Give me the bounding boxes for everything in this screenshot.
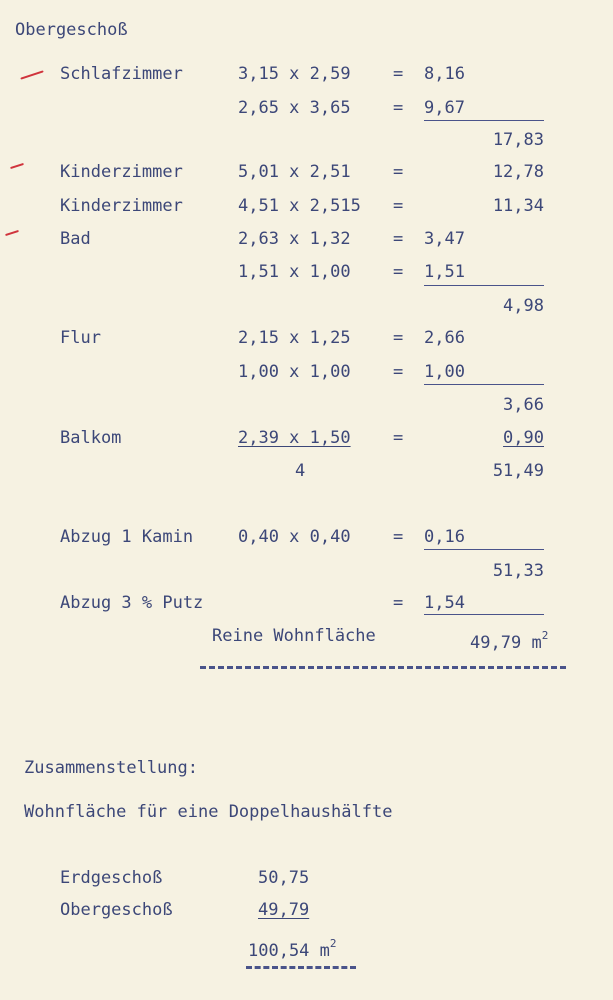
equals-sign: = <box>393 527 404 547</box>
result: 0,90 <box>503 428 544 448</box>
check-mark <box>10 163 24 169</box>
deduction-label: Abzug 3 % Putz <box>60 593 204 613</box>
equals-sign: = <box>393 362 404 382</box>
net-area-number: 49,79 <box>470 633 522 653</box>
equals-sign: = <box>393 593 404 613</box>
sum-line <box>424 120 544 121</box>
result: 11,34 <box>492 196 544 216</box>
result: 3,47 <box>424 229 465 249</box>
net-area-value <box>470 626 548 653</box>
calculation: 2,39 x 1,50 <box>238 428 351 448</box>
subtotal: 51,33 <box>492 561 544 581</box>
summary-title: Zusammenstellung: <box>24 758 198 778</box>
sum-line <box>424 384 544 385</box>
sum-line <box>424 614 544 615</box>
room-label: Bad <box>60 229 91 249</box>
room-label: Kinderzimmer <box>60 162 183 182</box>
room-sum: 17,83 <box>492 130 544 150</box>
result: 9,67 <box>424 98 465 118</box>
calculation: 3,15 x 2,59 <box>238 64 351 84</box>
room-label: Flur <box>60 328 101 348</box>
result: 8,16 <box>424 64 465 84</box>
equals-sign: = <box>393 64 404 84</box>
result: 12,78 <box>492 162 544 182</box>
result: 0,16 <box>424 527 465 547</box>
equals-sign: = <box>393 196 404 216</box>
sum-line <box>424 549 544 550</box>
equals-sign: = <box>393 98 404 118</box>
double-underline <box>200 666 566 669</box>
summary-subtitle: Wohnfläche für eine Doppelhaushälfte <box>24 802 393 822</box>
equals-sign: = <box>393 428 404 448</box>
calculation: 1,51 x 1,00 <box>238 262 351 282</box>
total-number: 100,54 <box>248 941 310 961</box>
total-area <box>248 934 337 961</box>
result: 1,54 <box>424 593 465 613</box>
calculation: 2,15 x 1,25 <box>238 328 351 348</box>
unit: m <box>319 941 330 961</box>
sum-line <box>424 285 544 286</box>
result: 1,00 <box>424 362 465 382</box>
room-label: Balkom <box>60 428 122 448</box>
double-underline <box>246 966 356 969</box>
unit: m <box>531 633 542 653</box>
exponent: 2 <box>329 937 337 950</box>
calculation: 2,63 x 1,32 <box>238 229 351 249</box>
divisor: 4 <box>295 461 306 481</box>
equals-sign: = <box>393 262 404 282</box>
equals-sign: = <box>393 162 404 182</box>
equals-sign: = <box>393 328 404 348</box>
result: 2,66 <box>424 328 465 348</box>
floor-label: Erdgeschoß <box>60 868 163 888</box>
exponent: 2 <box>541 629 549 642</box>
deduction-label: Abzug 1 Kamin <box>60 527 194 547</box>
calculation: 0,40 x 0,40 <box>238 527 351 547</box>
floor-heading: Obergeschoß <box>15 20 128 40</box>
calculation: 2,65 x 3,65 <box>238 98 351 118</box>
total: 51,49 <box>492 461 544 481</box>
calculation: 4,51 x 2,515 <box>238 196 361 216</box>
room-label: Kinderzimmer <box>60 196 183 216</box>
check-mark <box>20 70 43 79</box>
room-sum: 3,66 <box>503 395 544 415</box>
calculation: 1,00 x 1,00 <box>238 362 351 382</box>
floor-value: 49,79 <box>258 900 310 920</box>
check-mark <box>5 230 19 236</box>
calculation: 5,01 x 2,51 <box>238 162 351 182</box>
result: 1,51 <box>424 262 465 282</box>
equals-sign: = <box>393 229 404 249</box>
floor-label: Obergeschoß <box>60 900 173 920</box>
room-sum: 4,98 <box>503 296 544 316</box>
room-label: Schlafzimmer <box>60 64 183 84</box>
net-area-label: Reine Wohnfläche <box>212 626 376 646</box>
floor-value: 50,75 <box>258 868 310 888</box>
